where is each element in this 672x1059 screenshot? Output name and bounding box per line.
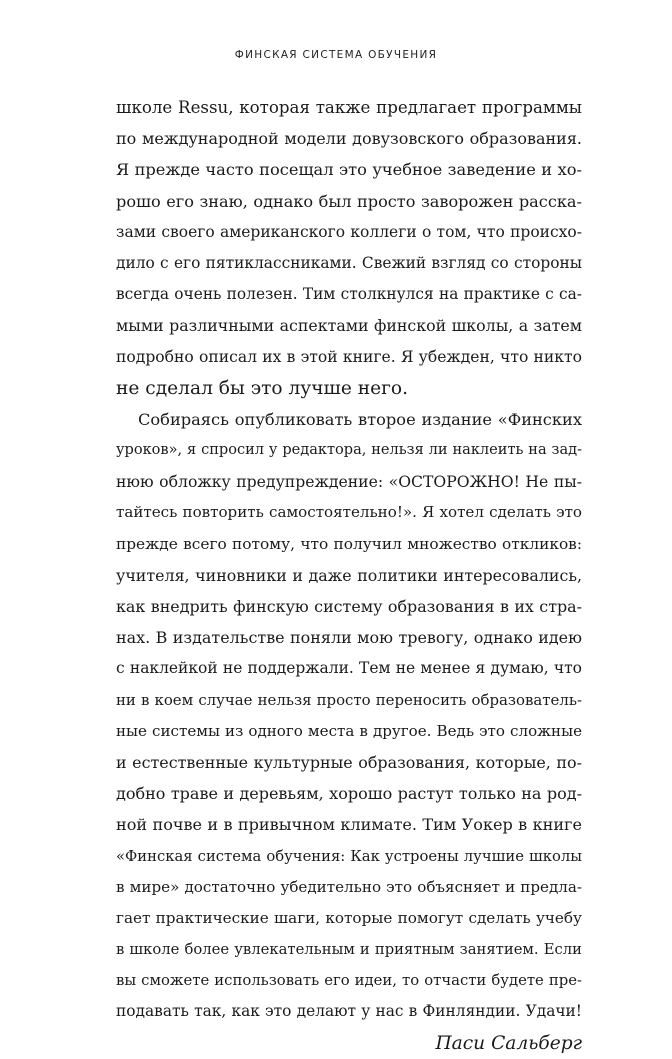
text-line: ни в коем случае нельзя просто переносить образователь- bbox=[116, 690, 582, 709]
text-line: ные системы из одного места в другое. Ведь это сложные bbox=[116, 721, 582, 740]
text-line: добно траве и деревьям, хорошо растут только на род- bbox=[116, 784, 582, 804]
text-line: тайтесь повторить самостоятельно!». Я хотел сделать это bbox=[116, 503, 582, 522]
text-line: вы сможете использовать его идеи, то отчасти будете пре- bbox=[116, 972, 582, 990]
text-line: нюю обложку предупреждение: «ОСТОРОЖНО! Не пы- bbox=[116, 472, 582, 492]
text-line: гает практические шаги, которые помогут сделать учебу bbox=[116, 908, 582, 927]
text-line: не сделал бы это лучше него. bbox=[116, 377, 408, 399]
text-line: в школе более увлекательным и приятным занятием. Если bbox=[116, 941, 582, 959]
text-line: мыми различными аспектами финской школы, а затем bbox=[116, 316, 582, 336]
running-header: ФИНСКАЯ СИСТЕМА ОБУЧЕНИЯ bbox=[234, 49, 438, 61]
text-line: дило с его пятиклассниками. Свежий взгляд со стороны bbox=[116, 253, 582, 272]
text-line: в мире» достаточно убедительно это объясняет и предла- bbox=[116, 877, 582, 896]
body-text bbox=[116, 92, 582, 1059]
text-line: уроков», я спросил у редактора, нельзя ли наклеить на зад- bbox=[116, 442, 582, 459]
text-line: учителя, чиновники и даже политики интересовались, bbox=[116, 565, 582, 585]
text-line: по международной модели довузовского образования. bbox=[116, 129, 582, 149]
text-line: подробно описал их в этой книге. Я убежден, что никто bbox=[116, 347, 582, 366]
text-line: рошо его знаю, однако был просто заворожен расска- bbox=[116, 191, 582, 211]
text-line: зами своего американского коллеги о том, что происхо- bbox=[116, 222, 582, 241]
text-line: Я прежде часто посещал это учебное заведение и хо- bbox=[116, 160, 582, 180]
text-line: «Финская система обучения: Как устроены лучшие школы bbox=[116, 847, 582, 865]
text-line: как внедрить финскую систему образования в их стра- bbox=[116, 597, 582, 616]
text-line: с наклейкой не поддержали. Тем не менее я думаю, что bbox=[116, 659, 582, 678]
text-line: Собираясь опубликовать второе издание «Финских bbox=[138, 409, 582, 429]
text-line: подавать так, как это делают у нас в Финляндии. Удачи! bbox=[116, 1002, 582, 1021]
text-line: всегда очень полезен. Тим столкнулся на практике с са- bbox=[116, 285, 582, 304]
text-line: ной почве и в привычном климате. Тим Уокер в книге bbox=[116, 815, 582, 835]
text-line: прежде всего потому, что получил множество откликов: bbox=[116, 534, 582, 553]
text-line: и естественные культурные образования, которые, по- bbox=[116, 752, 582, 772]
author-signature: Паси Сальберг bbox=[435, 1032, 582, 1054]
text-line: школе Ressu, которая также предлагает программы bbox=[116, 98, 582, 117]
text-line: нах. В издательстве поняли мою тревогу, однако идею bbox=[116, 628, 582, 648]
